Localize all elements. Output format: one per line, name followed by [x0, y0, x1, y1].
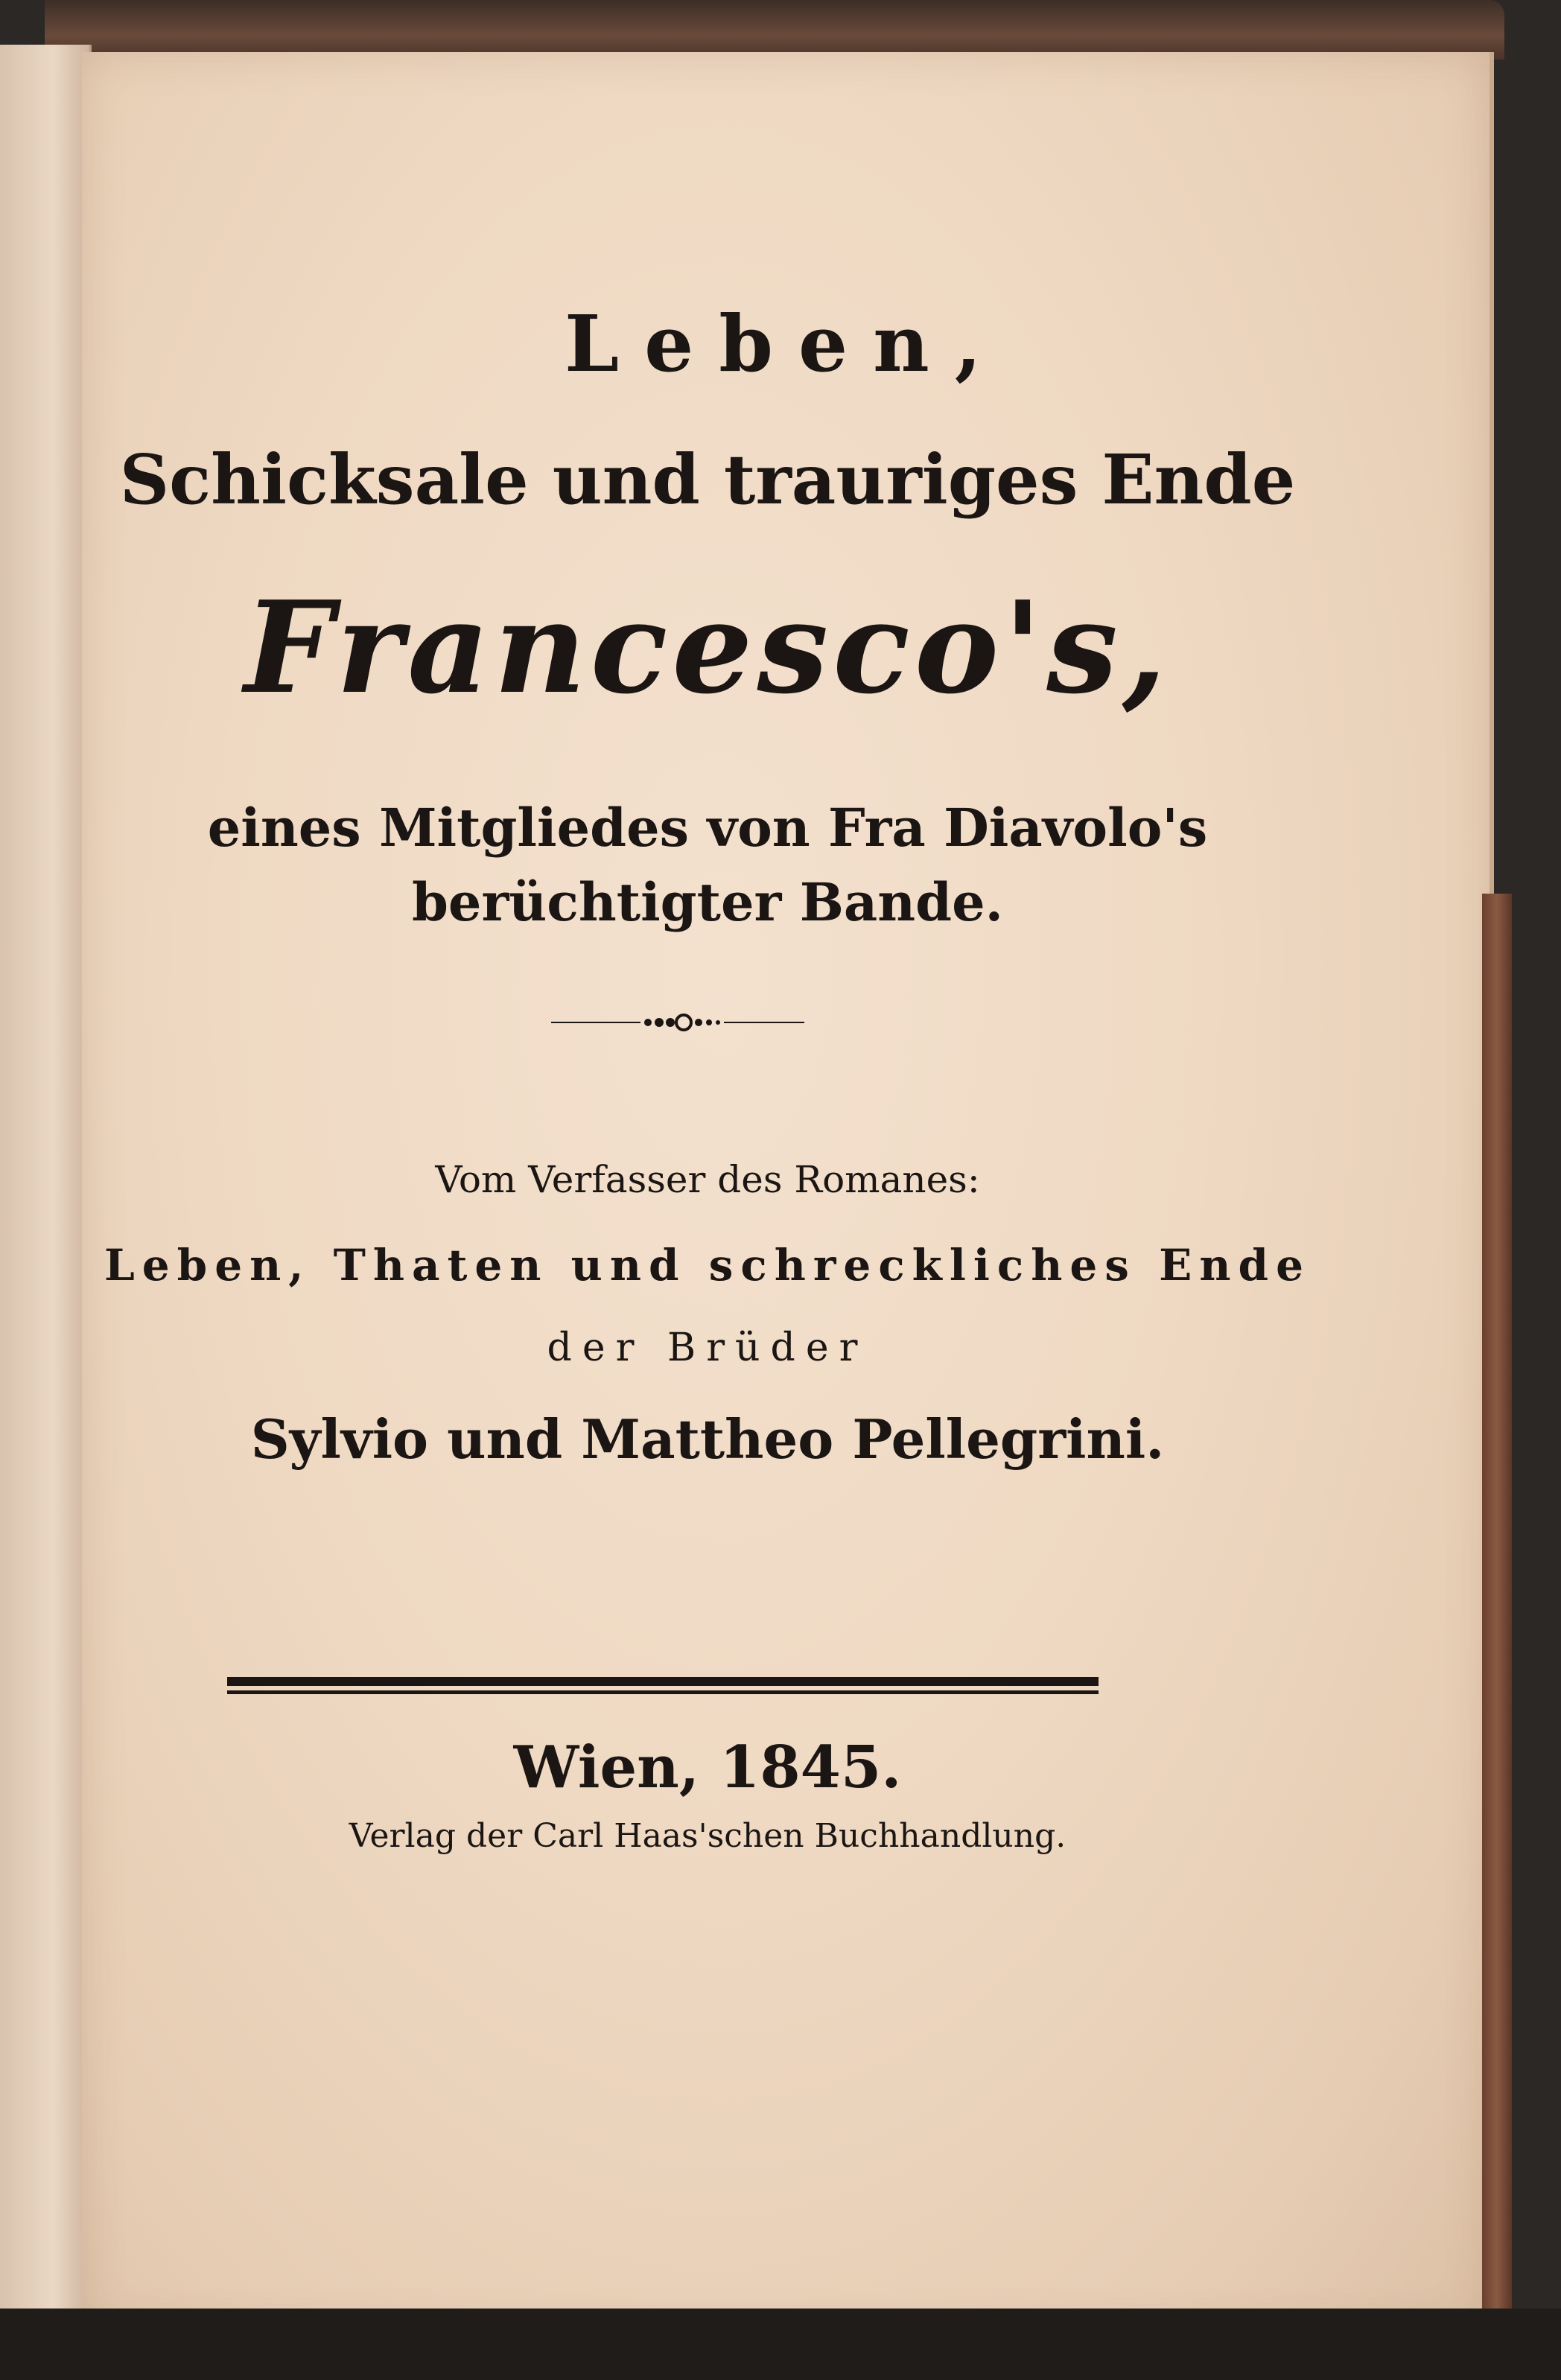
novel-title-line-3: Sylvio und Mattheo Pellegrini.	[250, 1407, 1165, 1471]
subtitle-line-2: berüchtigter Bande.	[411, 871, 1004, 933]
title-line-francesco: Francesco's,	[244, 573, 1171, 722]
ornament-divider-icon	[551, 1011, 804, 1034]
subtitle-line-1: eines Mitgliedes von Fra Diavolo's	[207, 797, 1208, 859]
scan-bottom-band	[0, 2309, 1561, 2380]
imprint-publisher: Verlag der Carl Haas'schen Buchhandlung.	[349, 1817, 1066, 1855]
imprint-place-year: Wien, 1845.	[513, 1734, 902, 1801]
marbled-cover-edge	[1482, 894, 1512, 2309]
title-line-schicksale: Schicksale und trauriges Ende	[119, 439, 1296, 520]
double-rule-divider	[227, 1677, 1099, 1698]
author-intro: Vom Verfasser des Romanes:	[435, 1158, 980, 1201]
title-line-leben: Leben,	[565, 298, 1007, 389]
novel-title-line-2: der Brüder	[547, 1326, 868, 1370]
novel-title-line-1: Leben, Thaten und schreckliches Ende	[104, 1240, 1311, 1291]
facing-page-edge	[0, 45, 92, 2309]
book-cover-edge	[45, 0, 1504, 60]
